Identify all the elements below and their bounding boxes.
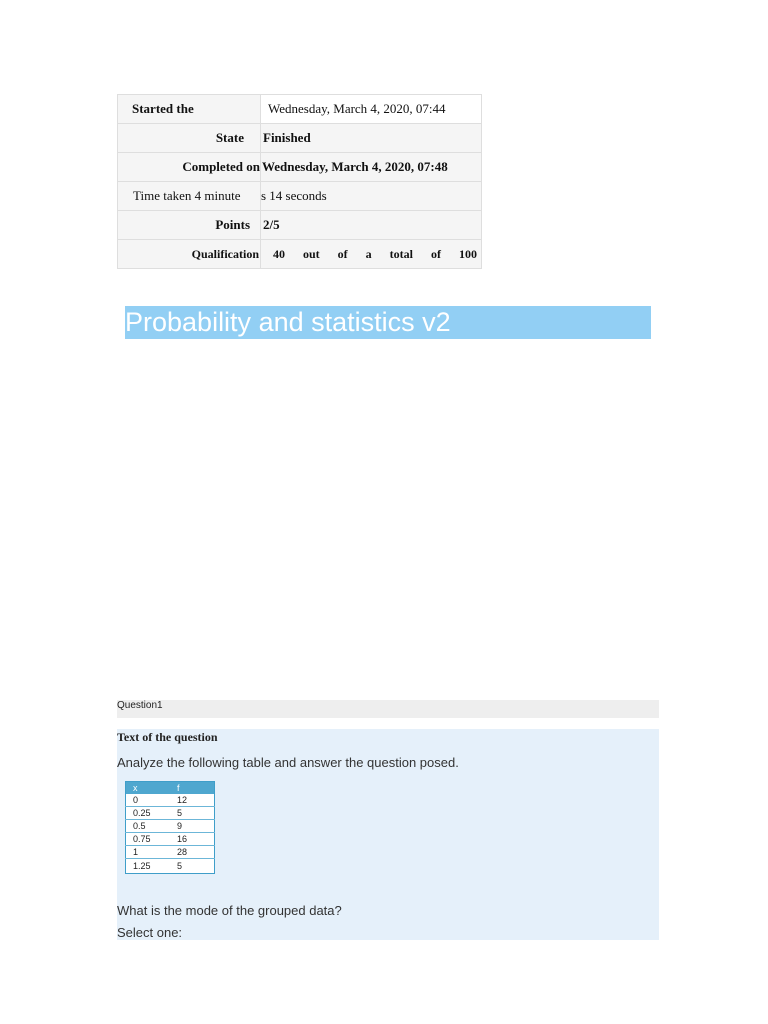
cell-x: 0.25	[126, 807, 178, 820]
cell-x: 0	[126, 794, 178, 807]
table-row	[126, 833, 215, 846]
cell-f: 5	[177, 807, 215, 820]
summary-row-started	[118, 95, 482, 124]
table-row	[126, 846, 215, 859]
qualification-word: of	[337, 246, 348, 261]
table-row	[126, 820, 215, 833]
state-value: Finished	[261, 124, 482, 153]
attempt-summary-table	[117, 94, 482, 269]
cell-f: 28	[177, 846, 215, 859]
select-one-label: Select one:	[117, 925, 183, 940]
cell-x: 1.25	[133, 861, 151, 871]
completed-label: Completed on	[118, 153, 261, 182]
qualification-word: 100	[459, 246, 477, 261]
table-row	[126, 859, 215, 874]
state-label: State	[215, 130, 244, 145]
frequency-table	[125, 781, 215, 874]
cell-f: 5	[177, 861, 183, 871]
qualification-word: of	[431, 246, 441, 261]
time-value: s 14 seconds	[261, 182, 482, 211]
time-label: Time taken 4 minute	[118, 182, 261, 211]
cell-f: 9	[177, 820, 215, 833]
qualification-value	[261, 240, 482, 269]
qualification-word: 40	[273, 246, 285, 261]
column-header-x: x	[126, 782, 178, 795]
cell-f: 12	[177, 794, 215, 807]
summary-row-points	[118, 211, 482, 240]
question-followup: What is the mode of the grouped data?	[117, 903, 342, 918]
course-title-banner: Probability and statistics v2	[125, 306, 651, 339]
question-header: Question1	[117, 700, 659, 718]
summary-row-state	[118, 124, 482, 153]
started-value: Wednesday, March 4, 2020, 07:44	[261, 95, 482, 124]
question-text-title: Text of the question	[117, 730, 218, 744]
qualification-label: Qualification	[191, 247, 259, 261]
started-label: Started the	[118, 95, 261, 124]
summary-row-completed	[118, 153, 482, 182]
question-body	[117, 729, 659, 940]
cell-f: 16	[177, 833, 215, 846]
points-label: Points	[215, 217, 250, 232]
qualification-word: a	[365, 246, 372, 261]
summary-row-qualification	[118, 240, 482, 269]
table-row	[126, 794, 215, 807]
frequency-table-header	[126, 782, 215, 795]
completed-value: Wednesday, March 4, 2020, 07:48	[261, 153, 482, 182]
table-row	[126, 807, 215, 820]
cell-x: 0.75	[126, 833, 178, 846]
qualification-word: out	[303, 246, 320, 261]
cell-x: 0.5	[126, 820, 178, 833]
points-value: 2/5	[261, 211, 482, 240]
qualification-word: total	[389, 246, 413, 261]
column-header-f: f	[177, 782, 215, 795]
question-prompt: Analyze the following table and answer the question posed.	[117, 755, 459, 770]
cell-x: 1	[126, 846, 178, 859]
summary-row-time	[118, 182, 482, 211]
